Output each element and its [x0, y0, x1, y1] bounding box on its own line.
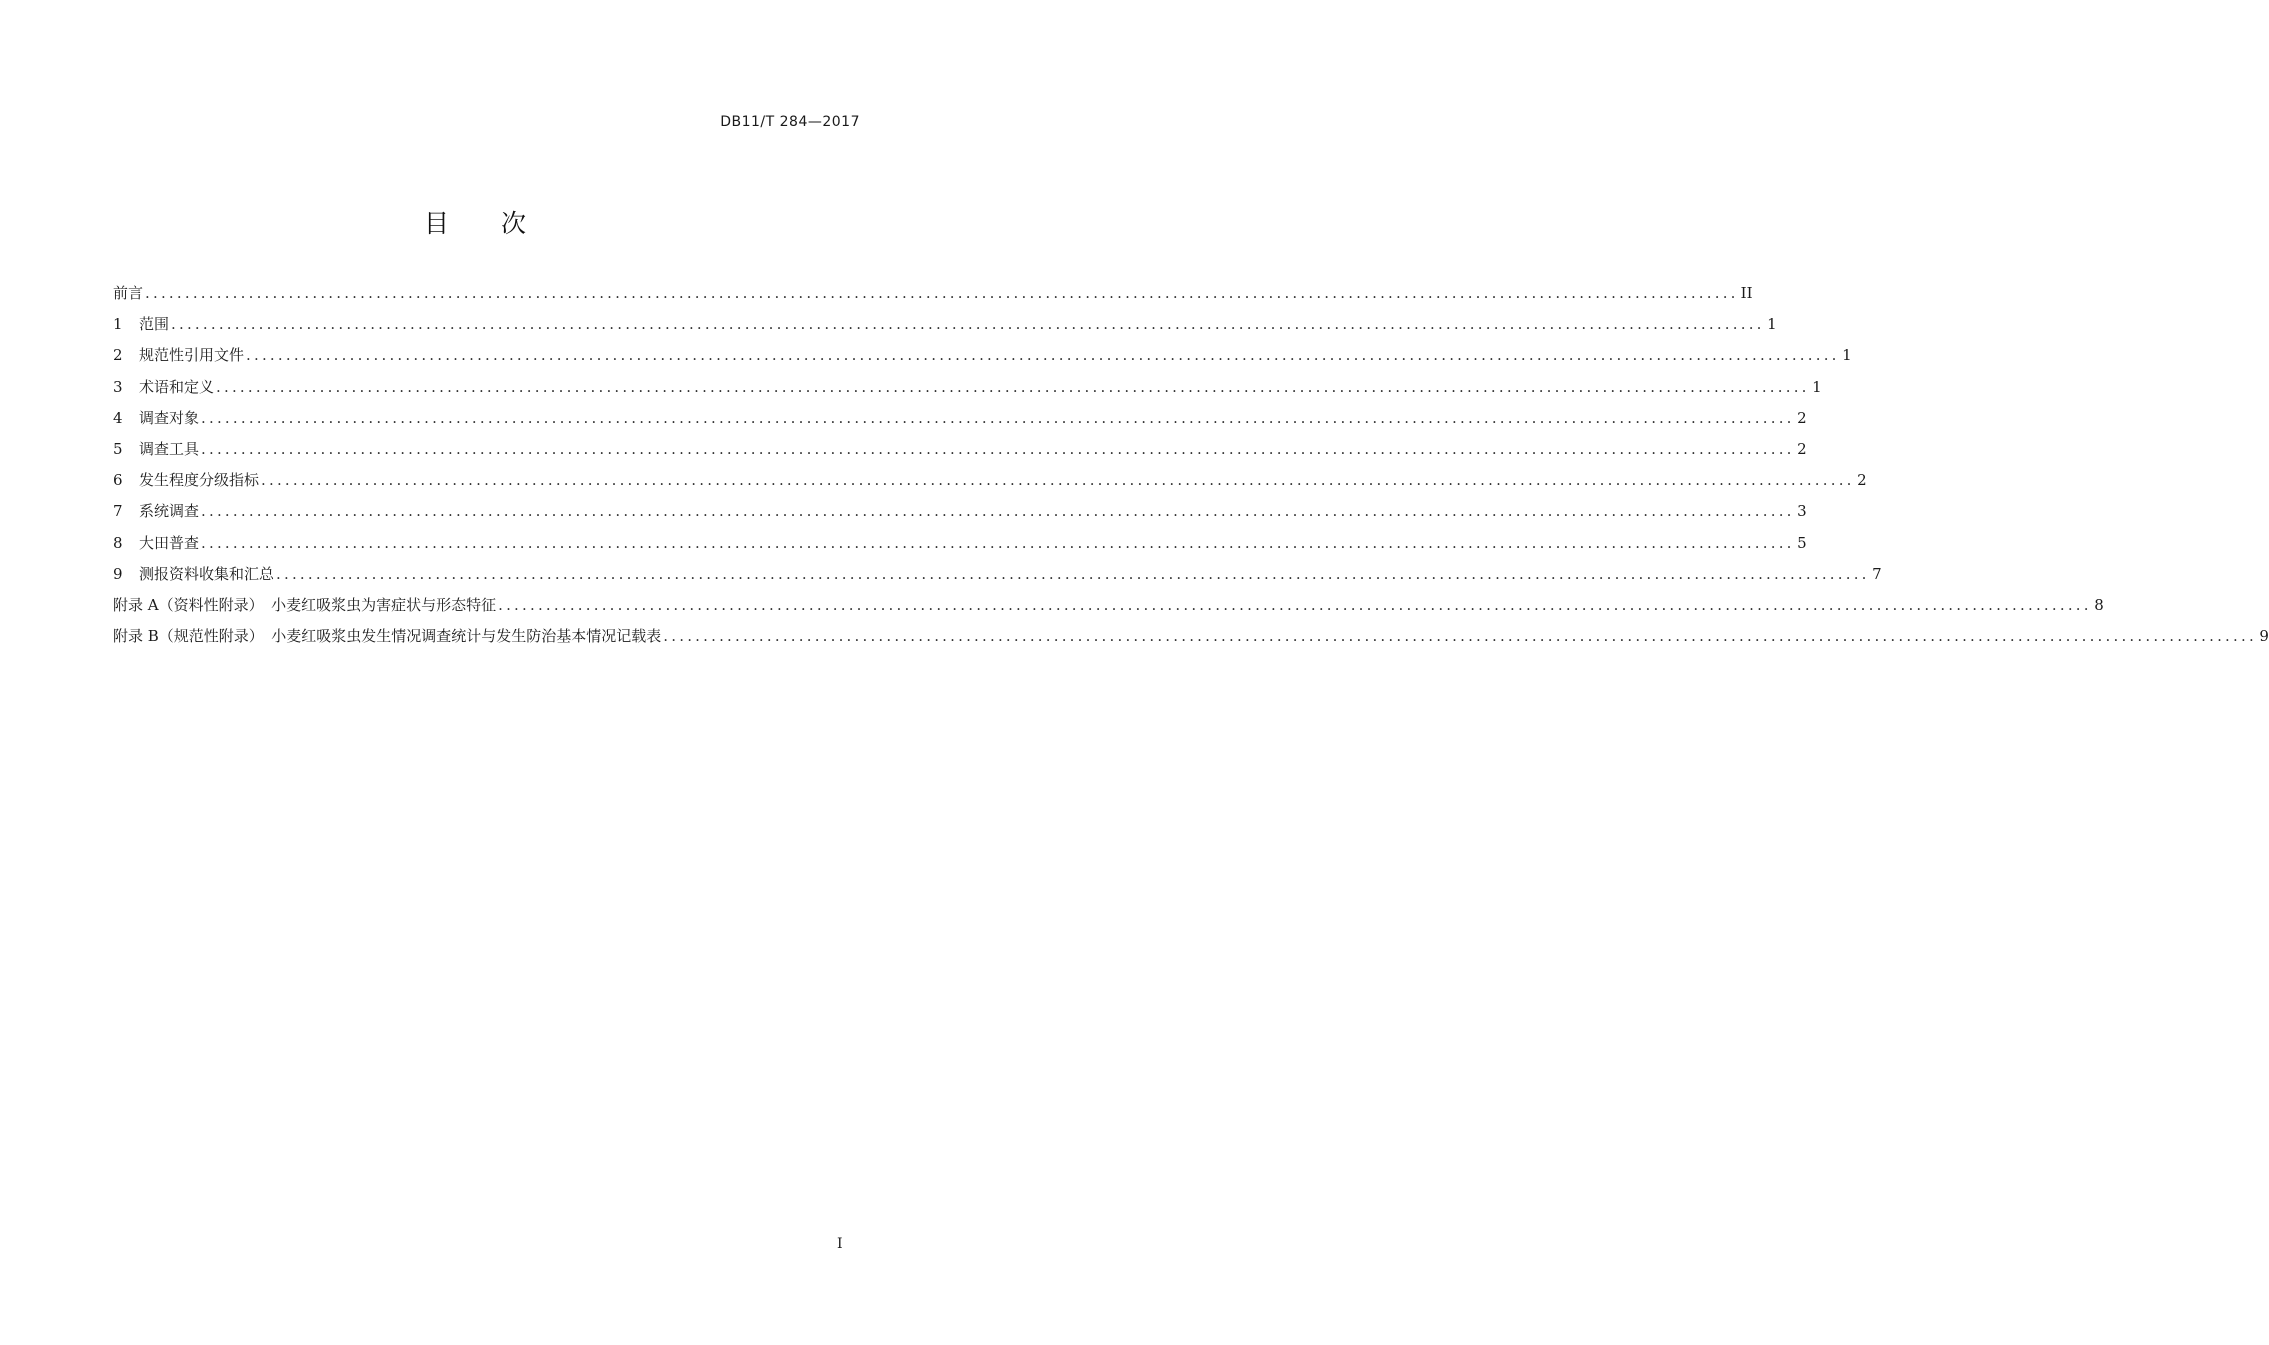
toc-entry-8[interactable] [113, 532, 1807, 563]
toc-entry-text: 附录 A（资料性附录） 小麦红吸浆虫为害症状与形态特征 [113, 595, 497, 614]
toc-entry-page: 2 [1797, 439, 1807, 458]
page-number: I [837, 1236, 843, 1252]
table-of-contents [113, 282, 2269, 656]
toc-leader-dots: ........................................................................................................................................................................................................ [145, 284, 1739, 302]
toc-leader-dots: ........................................................................................................................................................................................................ [276, 564, 1870, 583]
toc-entry-number: 3 [113, 377, 123, 396]
toc-entry-text: 前言 [113, 284, 144, 302]
toc-leader-dots: ........................................................................................................................................................................................................ [201, 439, 1795, 458]
toc-entry-page: 1 [1842, 346, 1852, 365]
toc-entry-number: 9 [113, 564, 123, 583]
toc-entry-page: 2 [1797, 408, 1807, 427]
toc-entry-page: II [1740, 284, 1753, 302]
toc-entry-page: 2 [1857, 471, 1867, 490]
toc-leader-dots: ........................................................................................................................................................................................................ [201, 533, 1795, 552]
toc-entry-text: 附录 B（规范性附录） 小麦红吸浆虫发生情况调查统计与发生防治基本情况记载表 [113, 627, 662, 646]
toc-entry-page: 8 [2094, 595, 2104, 614]
toc-entry-page: 7 [1872, 564, 1882, 583]
toc-entry-number: 4 [113, 408, 123, 427]
toc-leader-dots: ........................................................................................................................................................................................................ [171, 315, 1765, 334]
toc-entry-number: 2 [113, 346, 123, 365]
toc-entry-7[interactable] [113, 500, 1807, 531]
toc-entry-6[interactable] [113, 469, 1867, 500]
toc-leader-dots: ........................................................................................................................................................................................................ [246, 346, 1840, 365]
toc-entry-text: 大田普查 [139, 533, 200, 552]
toc-entry-appendix-a[interactable] [113, 594, 2104, 625]
toc-entry-1[interactable] [113, 313, 1777, 344]
toc-entry-text: 测报资料收集和汇总 [139, 564, 275, 583]
toc-entry-text: 发生程度分级指标 [139, 471, 260, 490]
toc-entry-number: 8 [113, 533, 123, 552]
toc-entry-9[interactable] [113, 563, 1882, 594]
toc-entry-2[interactable] [113, 344, 1852, 375]
toc-entry-page: 1 [1812, 377, 1822, 396]
toc-entry-number: 7 [113, 502, 123, 521]
toc-entry-appendix-b[interactable] [113, 625, 2269, 656]
toc-entry-number: 5 [113, 439, 123, 458]
toc-entry-text: 系统调查 [139, 502, 200, 521]
toc-leader-dots: ........................................................................................................................................................................................................ [201, 408, 1795, 427]
toc-leader-dots: ........................................................................................................................................................................................................ [201, 502, 1795, 521]
toc-entry-page: 1 [1767, 315, 1777, 334]
toc-entry-4[interactable] [113, 407, 1807, 438]
toc-entry-foreword[interactable] [113, 282, 1753, 313]
page-title: 目 次 [424, 209, 548, 238]
toc-entry-text: 规范性引用文件 [139, 346, 245, 365]
toc-entry-3[interactable] [113, 376, 1822, 407]
toc-leader-dots: ........................................................................................................................................................................................................ [498, 595, 2092, 614]
toc-entry-text: 术语和定义 [139, 377, 215, 396]
toc-entry-page: 3 [1797, 502, 1807, 521]
toc-entry-page: 9 [2259, 627, 2269, 646]
toc-entry-number: 6 [113, 471, 123, 490]
toc-leader-dots: ........................................................................................................................................................................................................ [663, 627, 2257, 646]
toc-leader-dots: ........................................................................................................................................................................................................ [216, 377, 1810, 396]
toc-entry-5[interactable] [113, 438, 1807, 469]
document-code: DB11/T 284—2017 [720, 114, 860, 130]
toc-entry-text: 范围 [139, 315, 170, 334]
toc-entry-page: 5 [1797, 533, 1807, 552]
toc-entry-number: 1 [113, 315, 123, 334]
toc-leader-dots: ........................................................................................................................................................................................................ [261, 471, 1855, 490]
toc-entry-text: 调查对象 [139, 408, 200, 427]
toc-entry-text: 调查工具 [139, 439, 200, 458]
